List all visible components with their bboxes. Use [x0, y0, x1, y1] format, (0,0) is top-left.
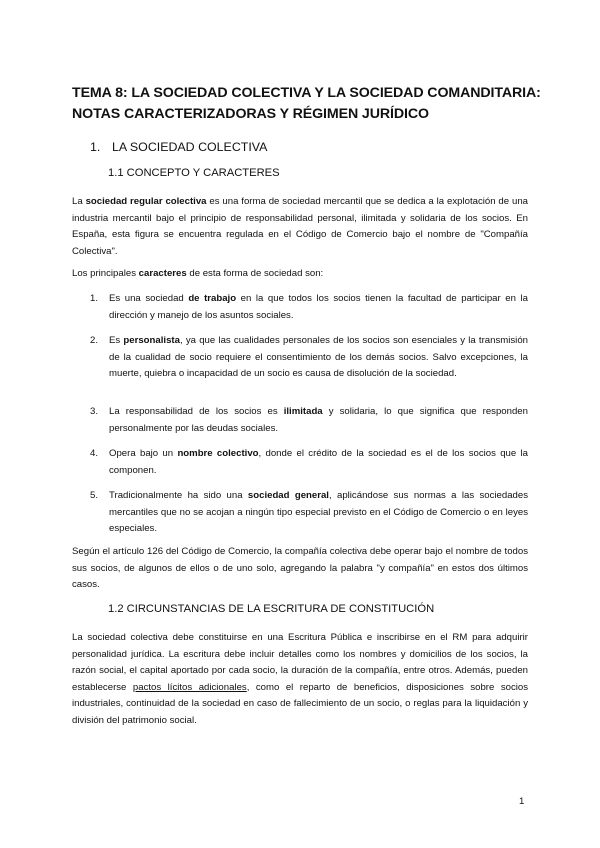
text-run: La responsabilidad de los socios es — [109, 406, 284, 417]
list-number: 1. — [90, 293, 99, 304]
text-run: Tradicionalmente ha sido una — [109, 490, 248, 501]
list-number: 4. — [90, 448, 99, 459]
subsection-heading-1-1: 1.1 CONCEPTO Y CARACTERES — [108, 167, 280, 179]
bold-term: ilimitada — [283, 406, 323, 417]
bold-term: personalista — [123, 335, 180, 346]
underlined-term: pactos lícitos adicionales — [132, 681, 247, 693]
text-run: , donde el crédito de la sociedad es el de los socios que la componen. — [109, 448, 529, 476]
page-title: TEMA 8: LA SOCIEDAD COLECTIVA Y LA SOCIEDAD COMANDITARIA: NOTAS CARACTERIZADORAS Y RÉGIMEN JURÍDICO — [72, 85, 541, 122]
text-run: La — [72, 196, 86, 207]
bold-term: sociedad regular colectiva — [85, 196, 207, 207]
text-run: , ya que las cualidades personales de los socios son esenciales y la transmisión de la cualidad de socio requiere el consentimiento de los demás socios. Salvo excepciones, la muerte, quiebra o incapacidad de un socio es causa de disolución de la sociedad. — [109, 335, 528, 380]
list-number: 3. — [90, 406, 99, 417]
paragraph-article-126: Según el artículo 126 del Código de Comercio, la compañía colectiva debe operar bajo el nombre de todos sus socios, de algunos de ellos o de uno solo, agregando la palabra "y compañía" en estos dos últimos casos. — [72, 546, 528, 591]
section-number: 1. — [90, 140, 101, 154]
text-run: en la que todos los socios tienen la facultad de participar en la dirección y manejo de los asuntos sociales. — [109, 293, 528, 321]
paragraph-escritura — [72, 630, 528, 730]
bold-term: caracteres — [138, 268, 187, 279]
section-heading-1 — [90, 139, 267, 155]
bold-term: sociedad general — [247, 490, 329, 501]
text-run: , como el reparto de beneficios, disposiciones sobre socios industriales, continuidad de la sociedad en caso de fallecimiento de un socio, o reglas para la liquidación y división del patrimonio social. — [72, 681, 529, 726]
text-run: La sociedad colectiva debe constituirse en una Escritura Pública e inscribirse en el RM para adquirir personalidad jurídica. La escritura debe incluir detalles como los nombres y domicilios de los socios, la razón social, el capital aportado por cada socio, la duración de la compañía, entre otros. Además, pueden establecerse — [72, 632, 528, 693]
list-number: 2. — [90, 335, 99, 346]
subsection-heading-1-2: 1.2 CIRCUNSTANCIAS DE LA ESCRITURA DE CONSTITUCIÓN — [108, 603, 435, 615]
paragraph-intro-list — [72, 266, 528, 283]
text-run: Es una sociedad — [109, 293, 189, 304]
text-run: y solidaria, lo que significa que responden personalmente por las deudas sociales. — [109, 406, 528, 434]
text-run: Los principales — [72, 268, 139, 279]
paragraph-definition — [72, 194, 528, 260]
bold-term: nombre colectivo — [177, 448, 259, 459]
page-number: 1 — [519, 796, 525, 807]
text-run: de esta forma de sociedad son: — [186, 268, 324, 279]
text-run: Opera bajo un — [109, 448, 178, 459]
section-label: LA SOCIEDAD COLECTIVA — [112, 140, 268, 154]
text-run: Es — [109, 335, 124, 346]
text-run: es una forma de sociedad mercantil que se dedica a la explotación de una industria mercantil bajo el principio de responsabilidad personal, ilimitada y solidaria de los socios. En España, esta figura se encuentra regulada en el Código de Comercio bajo el nombre de "Compañía Colectiva". — [72, 196, 528, 257]
list-number: 5. — [90, 490, 99, 501]
text-run: , aplicándose sus normas a las sociedades mercantiles que no se acojan a ningún tipo especial previsto en el Código de Comercio o en leyes especiales. — [109, 490, 529, 535]
bold-term: de trabajo — [188, 293, 237, 304]
